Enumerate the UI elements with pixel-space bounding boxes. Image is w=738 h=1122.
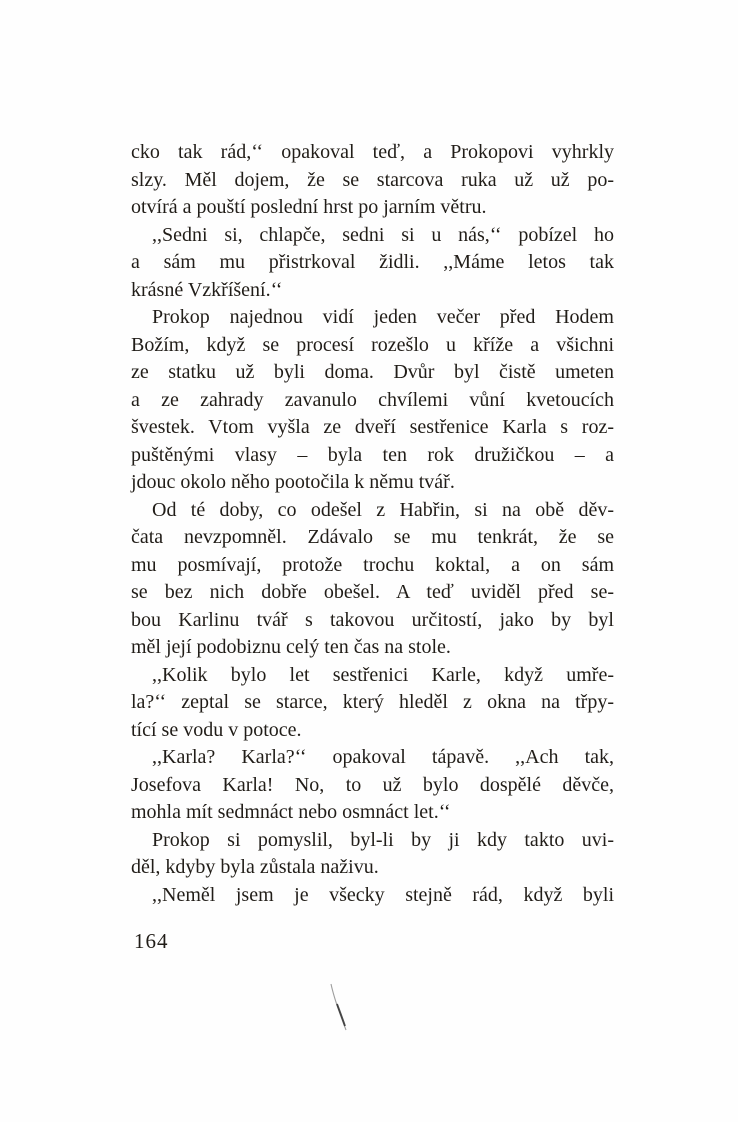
text-line: ,,Karla? Karla?‘‘ opakoval tápavě. ,,Ach tak, bbox=[152, 746, 614, 768]
text-line: švestek. Vtom vyšla ze dveří sestřenice Karla s roz- bbox=[131, 416, 614, 438]
text-line: mu posmívají, protože trochu koktal, a on sám bbox=[131, 553, 614, 576]
text-line: děl, kdyby byla zůstala naživu. bbox=[131, 856, 379, 878]
text-line: ,,Kolik bylo let sestřenici Karle, když umře- bbox=[152, 663, 614, 686]
text-line: slzy. Měl dojem, že se starcova ruka už už po- bbox=[131, 168, 614, 191]
text-line: otvírá a pouští poslední hrst po jarním větru. bbox=[131, 196, 487, 218]
text-line: čata nevzpomněl. Zdávalo se mu tenkrát, že se bbox=[131, 526, 614, 548]
scan-artifact-mark bbox=[325, 978, 355, 1036]
text-line: ,,Neměl jsem je všecky stejně rád, když byli bbox=[152, 883, 614, 906]
text-line: mohla mít sedmnáct nebo osmnáct let.‘‘ bbox=[131, 801, 451, 823]
text-line: la?‘‘ zeptal se starce, který hleděl z okna na třpy- bbox=[131, 691, 614, 713]
text-line: tící se vodu v potoce. bbox=[131, 718, 302, 741]
text-line: se bez nich dobře obešel. A teď uviděl před se- bbox=[131, 581, 614, 603]
text-line: jdouc okolo něho pootočila k němu tvář. bbox=[131, 471, 455, 493]
text-line: a sám mu přistrkoval židli. ,,Máme letos tak bbox=[131, 251, 614, 273]
text-line: Od té doby, co odešel z Habřin, si na obě děv- bbox=[152, 498, 614, 521]
text-line: a ze zahrady zavanulo chvílemi vůní kvetoucích bbox=[131, 388, 614, 411]
text-block bbox=[131, 139, 614, 909]
page-number: 164 bbox=[134, 929, 169, 953]
text-line: Josefova Karla! No, to už bylo dospělé děvče, bbox=[131, 773, 614, 796]
text-line: bou Karlinu tvář s takovou určitostí, jako by byl bbox=[131, 608, 614, 631]
text-line: cko tak rád,‘‘ opakoval teď, a Prokopovi vyhrkly bbox=[131, 141, 614, 163]
text-line: krásné Vzkříšení.‘‘ bbox=[131, 278, 283, 301]
text-line: Božím, když se procesí rozešlo u kříže a všichni bbox=[131, 333, 614, 356]
text-line: Prokop si pomyslil, byl-li by ji kdy takto uvi- bbox=[152, 828, 614, 851]
text-line: ,,Sedni si, chlapče, sedni si u nás,‘‘ pobízel ho bbox=[152, 223, 614, 246]
text-line: ze statku už byli doma. Dvůr byl čistě umeten bbox=[131, 361, 614, 383]
text-line: Prokop najednou vidí jeden večer před Hodem bbox=[152, 306, 614, 328]
text-line: puštěnými vlasy – byla ten rok družičkou – a bbox=[131, 443, 614, 466]
text-line: měl její podobiznu celý ten čas na stole. bbox=[131, 636, 451, 658]
